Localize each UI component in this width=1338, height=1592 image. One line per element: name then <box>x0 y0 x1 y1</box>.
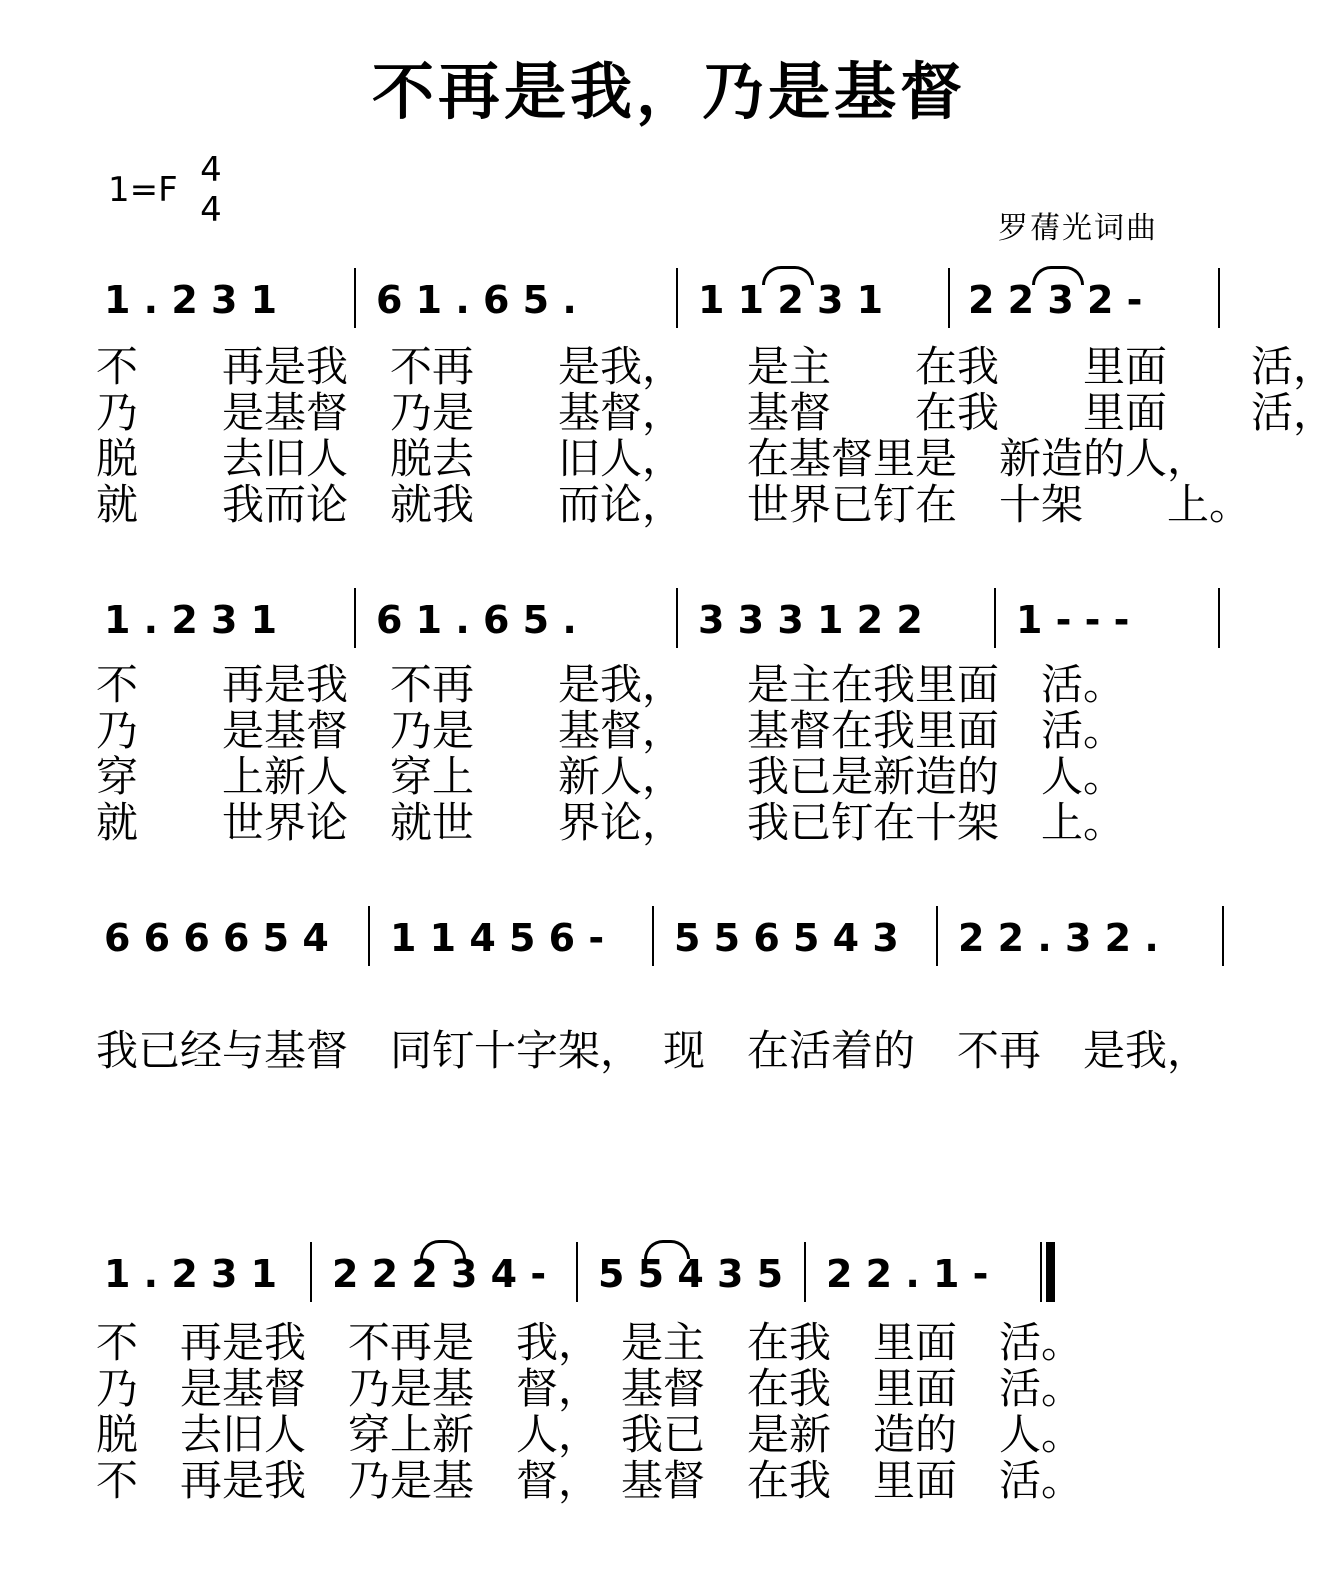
key-signature: 1=F <box>108 170 178 210</box>
barline <box>354 588 356 648</box>
measure-1-1: 1 . 2 3 1 <box>104 278 278 322</box>
barline <box>948 268 950 328</box>
lyric-line-3-1: 我已经与基督 同钉十字架， 现 在活着的 不再 是我， <box>96 1026 1210 1075</box>
final-barline-thin <box>1040 1242 1042 1302</box>
lyric-line-1-4: 就 我而论 就我 而论， 世界已钉在 十架 上。 <box>96 480 1252 529</box>
measure-2-2: 6 1 . 6 5 . <box>376 598 577 642</box>
barline <box>1218 268 1220 328</box>
slur <box>1032 266 1084 285</box>
lyric-line-4-1: 不 再是我 不再是 我， 是主 在我 里面 活。 <box>96 1318 1084 1367</box>
measure-4-4: 2 2 . 1 - <box>826 1252 989 1296</box>
lyric-line-1-2: 乃 是基督 乃是 基督， 基督 在我 里面 活， <box>96 388 1336 437</box>
time-signature <box>198 150 224 230</box>
final-barline-thick <box>1046 1242 1055 1302</box>
lyric-line-1-1: 不 再是我 不再 是我， 是主 在我 里面 活， <box>96 342 1336 391</box>
measure-4-1: 1 . 2 3 1 <box>104 1252 278 1296</box>
lyric-line-1-3: 脱 去旧人 脱去 旧人， 在基督里是 新造的人， <box>96 434 1210 483</box>
lyric-line-4-3: 脱 去旧人 穿上新 人， 我已 是新 造的 人。 <box>96 1410 1084 1459</box>
barline <box>676 588 678 648</box>
barline <box>576 1242 578 1302</box>
barline <box>936 906 938 966</box>
barline <box>994 588 996 648</box>
slur <box>644 1240 690 1259</box>
slur <box>420 1240 466 1259</box>
measure-3-3: 5 5 6 5 4 3 <box>674 916 899 960</box>
measure-3-1: 6 6 6 6 5 4 <box>104 916 329 960</box>
barline <box>804 1242 806 1302</box>
time-signature-bottom: 4 <box>200 190 222 230</box>
measure-2-4: 1 - - - <box>1016 598 1130 642</box>
lyric-line-2-2: 乃 是基督 乃是 基督， 基督在我里面 活。 <box>96 706 1126 755</box>
barline <box>652 906 654 966</box>
measure-4-3: 5 5 4 3 5 <box>598 1252 784 1296</box>
lyric-line-2-4: 就 世界论 就世 界论， 我已钉在十架 上。 <box>96 798 1126 847</box>
measure-1-2: 6 1 . 6 5 . <box>376 278 577 322</box>
measure-3-2: 1 1 4 5 6 - <box>390 916 605 960</box>
song-title: 不再是我，乃是基督 <box>371 55 966 128</box>
barline <box>676 268 678 328</box>
measure-2-1: 1 . 2 3 1 <box>104 598 278 642</box>
measure-2-3: 3 3 3 1 2 2 <box>698 598 923 642</box>
time-signature-top: 4 <box>200 150 222 190</box>
author-credit: 罗蒨光词曲 <box>998 211 1158 246</box>
lyric-line-2-3: 穿 上新人 穿上 新人， 我已是新造的 人。 <box>96 752 1126 801</box>
barline <box>368 906 370 966</box>
measure-1-3: 1 1 2 3 1 <box>698 278 884 322</box>
measure-4-2: 2 2 2 3 4 - <box>332 1252 547 1296</box>
lyric-line-2-1: 不 再是我 不再 是我， 是主在我里面 活。 <box>96 660 1126 709</box>
slur <box>762 266 814 285</box>
measure-1-4: 2 2 3 2 - <box>968 278 1143 322</box>
barline <box>354 268 356 328</box>
measure-3-4: 2 2 . 3 2 . <box>958 916 1159 960</box>
lyric-line-4-2: 乃 是基督 乃是基 督， 基督 在我 里面 活。 <box>96 1364 1084 1413</box>
barline <box>310 1242 312 1302</box>
barline <box>1222 906 1224 966</box>
barline <box>1218 588 1220 648</box>
lyric-line-4-4: 不 再是我 乃是基 督， 基督 在我 里面 活。 <box>96 1456 1084 1505</box>
